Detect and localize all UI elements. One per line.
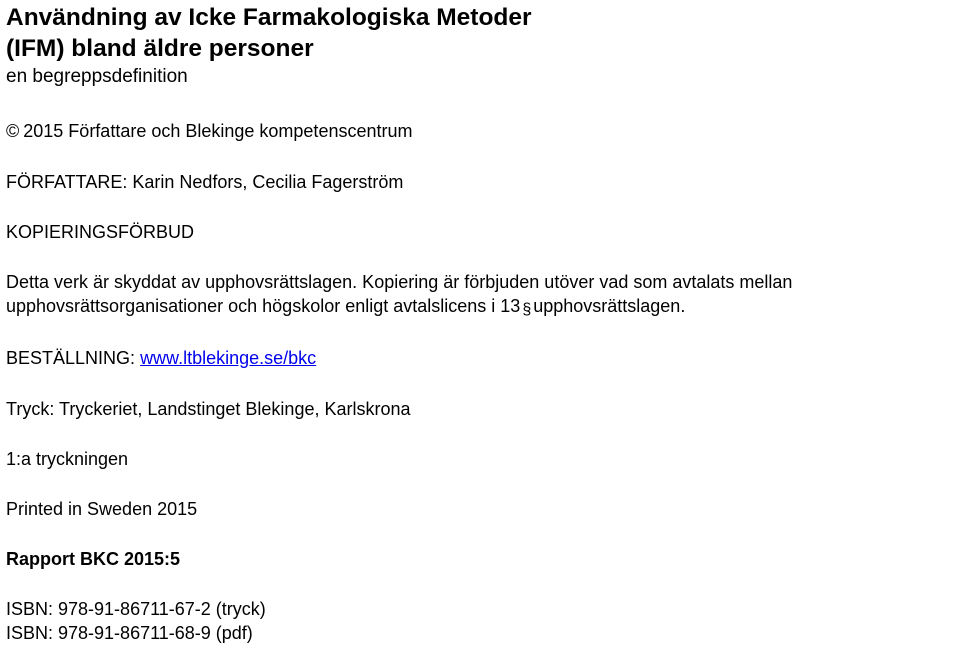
copyright-text: 2015 Författare och Blekinge kompetenscentrum <box>23 121 413 141</box>
order-label: BESTÄLLNING: <box>6 348 136 368</box>
title-block <box>6 2 954 89</box>
report-id: Rapport BKC 2015:5 <box>6 549 181 569</box>
title-line-2: (IFM) bland äldre personer <box>6 35 314 62</box>
subtitle: en begreppsdefinition <box>6 66 188 87</box>
copyright-notice-paragraph <box>6 270 956 322</box>
copyright-notice-tail: upphovsrättslagen. <box>533 296 686 316</box>
copyright-notice-text: Detta verk är skyddat av upphovsrättslagen. Kopiering är förbjuden utöver vad som avtalats mellan upphovsrättsorganisationer och högskolor enligt avtalslicens i 13 <box>6 272 793 316</box>
authors-line: FÖRFATTARE: Karin Nedfors, Cecilia Fagerström <box>6 172 404 192</box>
copyright-icon: © <box>6 121 20 141</box>
copy-restriction-heading: KOPIERINGSFÖRBUD <box>6 222 195 242</box>
isbn-pdf: ISBN: 978-91-86711-68-9 (pdf) <box>6 623 253 643</box>
section-sign-icon: § <box>522 301 532 318</box>
title-line-1: Användning av Icke Farmakologiska Metoder <box>6 4 532 31</box>
isbn-print: ISBN: 978-91-86711-67-2 (tryck) <box>6 599 266 619</box>
order-line <box>6 346 316 370</box>
order-link[interactable]: www.ltblekinge.se/bkc <box>140 348 317 368</box>
copyright-line <box>6 119 412 143</box>
print-info: Tryck: Tryckeriet, Landstinget Blekinge, Karlskrona <box>6 399 411 419</box>
edition-info: 1:a tryckningen <box>6 449 129 469</box>
printed-in-info: Printed in Sweden 2015 <box>6 499 198 519</box>
